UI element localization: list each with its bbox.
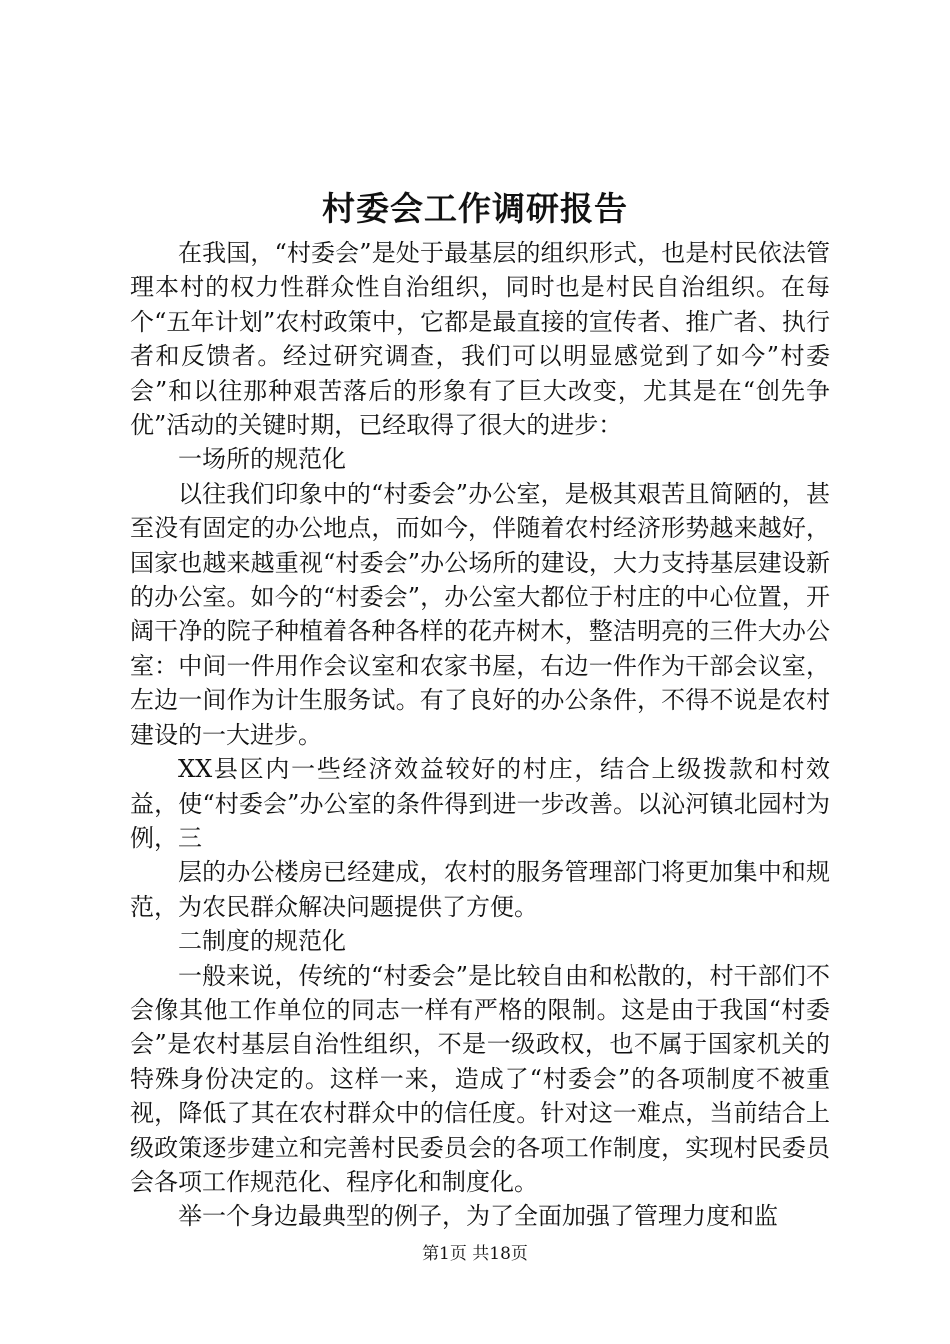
document-title: 村委会工作调研报告 [322, 189, 628, 228]
paragraph-system: 一般来说，传统的“村委会”是比较自由和松散的，村干部们不会像其他工作单位的同志一样有严格的限制。这是由于我国“村委会”是农村基层自治性组织，不是一级政权，也不属于国家机关的特殊身份决定的。这样一来，造成了“村委会”的各项制度不被重视，降低了其在农村群众中的信任度。针对这一难点，当前结合上级政策逐步建立和完善村民委员会的各项工作制度，实现村民委员会各项工作规范化、程序化和制度化。 [130, 961, 830, 1196]
paragraph-county: XX县区内一些经济效益较好的村庄，结合上级拨款和村效益，使“村委会”办公室的条件得到进一步改善。以沁河镇北园村为例，三 [130, 755, 830, 852]
paragraph-example: 举一个身边最典型的例子，为了全面加强了管理力度和监 [178, 1202, 778, 1231]
document-body [130, 236, 830, 1234]
paragraph-building: 层的办公楼房已经建成，农村的服务管理部门将更加集中和规范，为农民群众解决问题提供了方便。 [130, 858, 830, 921]
page-number-footer: 第1页 共18页 [422, 1244, 528, 1264]
paragraph-office: 以往我们印象中的“村委会”办公室，是极其艰苦且简陋的，甚至没有固定的办公地点，而如今，伴随着农村经济形势越来越好，国家也越来越重视“村委会”办公场所的建设，大力支持基层建设新的办公室。如今的“村委会”，办公室大都位于村庄的中心位置，开阔干净的院子种植着各种各样的花卉树木，整洁明亮的三件大办公室：中间一件用作会议室和农家书屋，右边一件作为干部会议室，左边一间作为计生服务试。有了良好的办公条件，不得不说是农村建设的一大进步。 [130, 479, 830, 749]
paragraph-intro: 在我国，“村委会”是处于最基层的组织形式，也是村民依法管理本村的权力性群众性自治组织，同时也是村民自治组织。在每个“五年计划”农村政策中，它都是最直接的宣传者、推广者、执行者和反馈者。经过研究调查，我们可以明显感觉到了如今”村委会”和以往那种艰苦落后的形象有了巨大改变，尤其是在“创先争优”活动的关键时期，已经取得了很大的进步： [130, 239, 830, 440]
section-heading-1: 一场所的规范化 [178, 445, 346, 474]
section-heading-2: 二制度的规范化 [178, 927, 346, 956]
